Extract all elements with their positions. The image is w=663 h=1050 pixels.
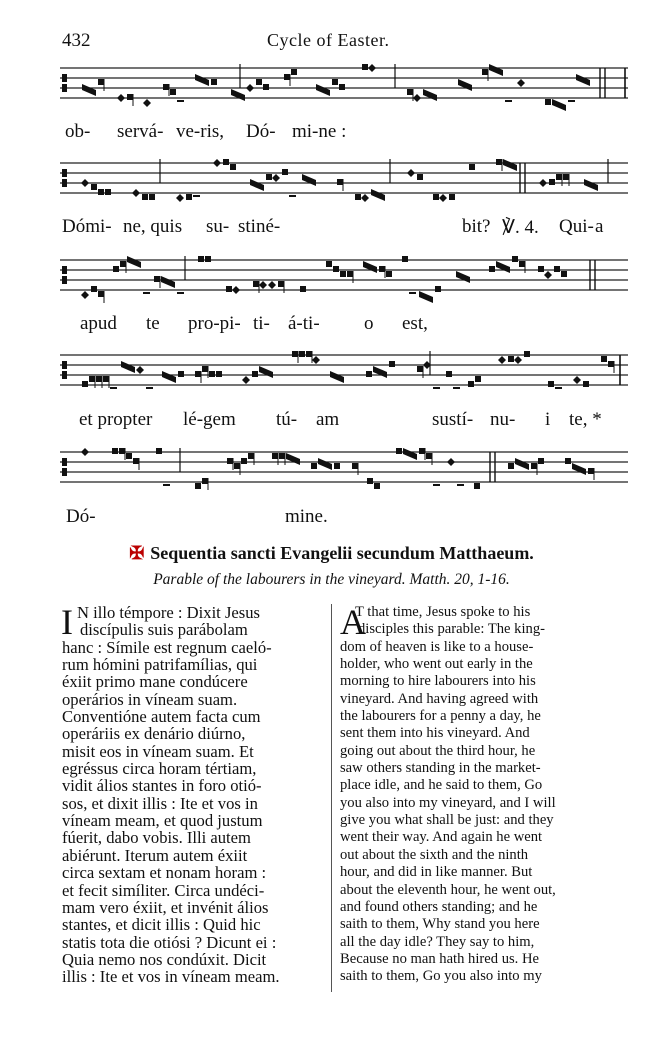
neume [402, 256, 408, 262]
lyric-syllable: ℣. 4. [502, 217, 539, 238]
lyric-syllable: ob- [65, 121, 91, 142]
neume [332, 79, 338, 85]
english-text-line: the labourers for a penny a day, he [340, 708, 541, 725]
neume [161, 276, 175, 288]
neume [133, 458, 139, 464]
neume [374, 483, 380, 489]
neume [413, 94, 421, 102]
neume [242, 376, 250, 384]
english-text-line: about the eleventh hour, he went out, [340, 881, 556, 898]
neume [311, 463, 317, 469]
neume [386, 271, 392, 277]
clef-icon [62, 266, 67, 274]
clef-icon [62, 179, 67, 187]
neume [252, 371, 258, 377]
neume [355, 194, 361, 200]
neume [202, 366, 208, 372]
neume [143, 99, 151, 107]
neume [552, 99, 566, 111]
episema [177, 292, 184, 294]
neume [583, 381, 589, 387]
episema [555, 387, 562, 389]
neume [299, 351, 305, 357]
neume [91, 184, 97, 190]
neume [98, 79, 104, 85]
episema [433, 484, 440, 486]
neume [426, 453, 432, 459]
neume [209, 371, 215, 377]
neume [202, 478, 208, 484]
latin-text-line: Quia nemo nos condúxit. Dicit [62, 949, 267, 969]
neume [407, 169, 415, 177]
english-text-line: out about the sixth and the ninth [340, 846, 529, 863]
lyric-syllable: te [146, 313, 160, 334]
neume [531, 463, 537, 469]
neume [367, 478, 373, 484]
neume [334, 463, 340, 469]
neume [503, 159, 517, 171]
neume [96, 376, 102, 382]
neume [127, 94, 133, 100]
lyric-syllable: am [316, 409, 340, 430]
neume [362, 64, 368, 70]
latin-drop-cap: I [61, 602, 73, 642]
neume [496, 159, 502, 165]
neume [186, 194, 192, 200]
neume [170, 89, 176, 95]
neume [156, 448, 162, 454]
chant-staff-1 [60, 58, 628, 114]
episema [110, 387, 117, 389]
lyric-syllable: i [545, 409, 551, 430]
lyric-syllable: Dómi- [62, 216, 112, 237]
latin-text-line: circa sextam et nonam horam : [62, 863, 267, 883]
neume [250, 179, 264, 191]
neume [316, 84, 330, 96]
lyric-syllable: Dó- [246, 121, 276, 142]
chant-staff-5 [60, 442, 628, 498]
neume [435, 286, 441, 292]
neume [81, 291, 89, 299]
lyric-syllable: Dó- [66, 506, 96, 527]
neume [272, 174, 280, 182]
lyric-syllable: á-ti- [288, 313, 320, 334]
chant-staff-4 [60, 345, 628, 401]
lyric-syllable: su- [206, 216, 230, 237]
neume [176, 194, 184, 202]
clef-icon [62, 276, 67, 284]
neume [82, 84, 96, 96]
neume [272, 453, 278, 459]
neume [163, 84, 169, 90]
clef-icon [62, 458, 67, 466]
neume [573, 376, 581, 384]
neume [259, 366, 273, 378]
latin-text-line: illis : Ite et vos in víneam meam. [62, 967, 280, 987]
running-header [62, 30, 627, 52]
episema [457, 484, 464, 486]
neume [291, 69, 297, 75]
english-text-line: dom of heaven is like to a house- [340, 638, 534, 655]
neume [337, 179, 343, 185]
neume [112, 448, 118, 454]
neume [326, 261, 332, 267]
neume [446, 371, 452, 377]
english-text-line: vineyard. And having agreed with [340, 690, 539, 707]
neume [98, 189, 104, 195]
neume [514, 356, 522, 364]
neume [216, 371, 222, 377]
english-text-line: going out about the third hour, he [340, 742, 536, 759]
chant-staff-2 [60, 153, 628, 209]
neume [234, 463, 240, 469]
neume [142, 194, 148, 200]
neume [373, 366, 387, 378]
neume [292, 351, 298, 357]
neume [330, 371, 344, 383]
episema [433, 387, 440, 389]
neume [318, 458, 332, 470]
neume [232, 286, 240, 294]
neume [223, 159, 229, 165]
episema [193, 195, 200, 197]
clef-icon [62, 74, 67, 82]
clef-icon [62, 371, 67, 379]
neume [563, 174, 569, 180]
lyric-syllable: ne, quis [123, 216, 183, 237]
gospel-title [0, 543, 663, 564]
lyric-syllable: Qui- [559, 216, 594, 237]
latin-text-line: rum hómini patrifamílias, qui [62, 655, 258, 675]
neume [246, 84, 254, 92]
neume [544, 271, 552, 279]
neume [396, 448, 402, 454]
neume [475, 376, 481, 382]
neume [538, 266, 544, 272]
episema [163, 484, 170, 486]
neume [98, 291, 104, 297]
english-drop-cap: A [340, 602, 366, 642]
neume [312, 356, 320, 364]
neume [469, 164, 475, 170]
neume [419, 291, 433, 303]
neume [403, 448, 417, 460]
neume [205, 256, 211, 262]
latin-text-line: statis tota die otiósi ? Dicunt ei : [62, 932, 277, 952]
neume [230, 164, 236, 170]
neume [113, 266, 119, 272]
neume [347, 271, 353, 277]
neume [121, 361, 135, 373]
latin-text-line: operáriis ex denário diúrno, [62, 724, 246, 744]
neume [407, 89, 413, 95]
neume [231, 89, 245, 101]
neume [263, 84, 269, 90]
neume [379, 266, 385, 272]
lyric-syllable: lé-gem [183, 409, 236, 430]
neume [496, 261, 510, 273]
latin-text-line: N illo témpore : Dixit Jesus [77, 603, 260, 622]
latin-text-line: et fecit simíliter. Circa undéci- [62, 880, 265, 900]
neume [517, 79, 525, 87]
neume [474, 483, 480, 489]
lyric-syllable: bit? [462, 216, 491, 237]
neume [256, 79, 262, 85]
lyric-syllable: sustí- [432, 409, 474, 430]
latin-text-line: stantes, et dicit illis : Quid hic [62, 915, 261, 935]
episema [453, 387, 460, 389]
english-text-line: saith to them, Go you also into my [340, 968, 542, 985]
neume [352, 463, 358, 469]
neume [81, 448, 89, 456]
lyric-syllable: nu- [490, 409, 516, 430]
neume [368, 64, 376, 72]
neume [548, 381, 554, 387]
neume [340, 271, 346, 277]
chant-staff-3 [60, 250, 628, 306]
english-text-line: give you what shall be just: and they [340, 812, 554, 829]
lyric-syllable: pro-pi- [188, 313, 241, 334]
lyric-syllable: ve-ris, [176, 121, 225, 142]
neume [198, 256, 204, 262]
episema [289, 195, 296, 197]
neume [601, 356, 607, 362]
neume [468, 381, 474, 387]
neume [195, 371, 201, 377]
neume [572, 463, 586, 475]
episema [146, 387, 153, 389]
running-title: Cycle of Easter. [267, 30, 390, 50]
latin-text-line: hanc : Símile est regnum caeló- [62, 637, 272, 657]
neume [361, 194, 369, 202]
neume [447, 458, 455, 466]
neume [508, 356, 514, 362]
neume [266, 174, 272, 180]
episema [177, 100, 184, 102]
neume [333, 266, 339, 272]
neume [608, 361, 614, 367]
latin-text-line: sos, et dixit illis : Ite et vos in [62, 793, 258, 813]
clef-icon [62, 361, 67, 369]
latin-text-line: víneam meam, et quod justum [62, 811, 263, 831]
neume [498, 356, 506, 364]
english-text-line: morning to hire labourers into his [340, 673, 536, 690]
neume [458, 79, 472, 91]
neume [278, 281, 284, 287]
cross-icon: ✠ [129, 543, 145, 563]
neume [565, 458, 571, 464]
clef-icon [62, 84, 67, 92]
english-text-line: place idle, and he said to them, Go [340, 777, 543, 794]
latin-text-line: éxiit primo mane condúcere [62, 672, 248, 692]
neume [512, 256, 518, 262]
neume [119, 448, 125, 454]
neume [154, 276, 160, 282]
neume [82, 381, 88, 387]
neume [417, 174, 423, 180]
neume [419, 448, 425, 454]
episema [568, 100, 575, 102]
neume [439, 194, 447, 202]
english-column [340, 604, 626, 986]
neume [248, 453, 254, 459]
lyric-syllable: a [595, 216, 604, 237]
neume [489, 266, 495, 272]
neume [120, 261, 126, 267]
neume [91, 286, 97, 292]
lyric-syllable: mine. [285, 506, 328, 527]
neume [195, 74, 209, 86]
neume [226, 286, 232, 292]
neume [339, 84, 345, 90]
neume [556, 174, 562, 180]
neume [127, 256, 141, 268]
lyric-syllable: ti- [253, 313, 270, 334]
neume [489, 64, 503, 76]
latin-column [62, 604, 326, 986]
neume [588, 468, 594, 474]
neume [423, 89, 437, 101]
latin-text-line: mam vero éxiit, et invénit álios [62, 897, 269, 917]
neume [433, 194, 439, 200]
neume [524, 351, 530, 357]
neume [126, 453, 132, 459]
neume [268, 281, 276, 289]
neume [545, 99, 551, 105]
episema [409, 292, 416, 294]
latin-text-line: fúerit, dabo vobis. Illi autem [62, 828, 251, 848]
gospel-title-text: Sequentia sancti Evangelii secundum Matthaeum. [150, 543, 534, 563]
english-text-line: holder, who went out early in the [340, 656, 533, 673]
neume [162, 371, 176, 383]
lyric-syllable: et propter [79, 409, 153, 430]
neume [561, 271, 567, 277]
page-number: 432 [62, 30, 91, 51]
neume [482, 69, 488, 75]
english-text-line: hour, and did in like manner. But [340, 864, 533, 881]
neume [417, 366, 423, 372]
neume [302, 174, 316, 186]
lyric-syllable: est, [402, 313, 428, 334]
gospel-subtitle: Parable of the labourers in the vineyard. Matth. 20, 1-16. [153, 571, 510, 588]
english-text-line: T that time, Jesus spoke to his [355, 604, 531, 620]
latin-text-line: misit eos in víneam suam. Et [62, 741, 254, 761]
neume [508, 463, 514, 469]
clef-icon [62, 169, 67, 177]
latin-text-line: egréssus circa horam tértiam, [62, 759, 257, 779]
english-text-line: and found others standing; and he [340, 898, 538, 915]
clef-icon [62, 468, 67, 476]
neume [149, 194, 155, 200]
neume [213, 159, 221, 167]
lyric-syllable: apud [80, 313, 117, 334]
latin-text-line: operários in víneam suam. [62, 689, 238, 709]
neume [105, 189, 111, 195]
neume [117, 94, 125, 102]
neume [515, 458, 529, 470]
neume [538, 458, 544, 464]
neume [286, 453, 300, 465]
english-text-line: Because no man hath hired us. He [340, 950, 539, 967]
neume [584, 179, 598, 191]
neume [284, 74, 290, 80]
neume [227, 458, 233, 464]
neume [389, 361, 395, 367]
neume [195, 483, 201, 489]
english-text-line: you also into my vineyard, and I will [340, 794, 556, 811]
latin-text-line: Conventióne autem facta cum [62, 707, 261, 727]
lyric-syllable: servá- [117, 121, 164, 142]
lyric-syllable: tú- [276, 409, 298, 430]
episema [143, 292, 150, 294]
english-text-line: went their way. And again he went [340, 829, 543, 846]
neume [132, 189, 140, 197]
english-text-line: disciples this parable: The king- [358, 621, 545, 638]
lyric-syllable: te, * [569, 409, 602, 430]
neume [449, 194, 455, 200]
neume [241, 458, 247, 464]
english-text-line: all the day idle? They say to him, [340, 933, 535, 950]
neume [456, 271, 470, 283]
neume [259, 281, 267, 289]
neume [519, 261, 525, 267]
latin-text-line: discípulis suis parábolam [80, 620, 248, 640]
neume [366, 371, 372, 377]
neume [282, 169, 288, 175]
neume [549, 179, 555, 185]
column-divider [331, 604, 332, 992]
neume [554, 266, 560, 272]
neume [211, 79, 217, 85]
neume [253, 281, 259, 287]
neume [103, 376, 109, 382]
episema [505, 100, 512, 102]
english-text-line: sent them into his vineyard. And [340, 725, 530, 742]
lyric-syllable: o [364, 313, 374, 334]
neume [178, 371, 184, 377]
neume [279, 453, 285, 459]
english-text-line: saith to them, Why stand you here [340, 916, 540, 933]
neume [539, 179, 547, 187]
neume [81, 179, 89, 187]
neume [363, 261, 377, 273]
latin-text-line: vidit álios stantes in foro otió- [62, 776, 262, 796]
neume [136, 366, 144, 374]
neume [89, 376, 95, 382]
english-text-line: saw others standing in the market- [340, 760, 541, 777]
neume [300, 286, 306, 292]
neume [576, 74, 590, 86]
latin-text-line: abiérunt. Iterum autem éxiit [62, 845, 248, 865]
lyric-syllable: mi-ne : [292, 121, 347, 142]
neume [306, 351, 312, 357]
neume [371, 189, 385, 201]
lyric-syllable: stiné- [238, 216, 281, 237]
